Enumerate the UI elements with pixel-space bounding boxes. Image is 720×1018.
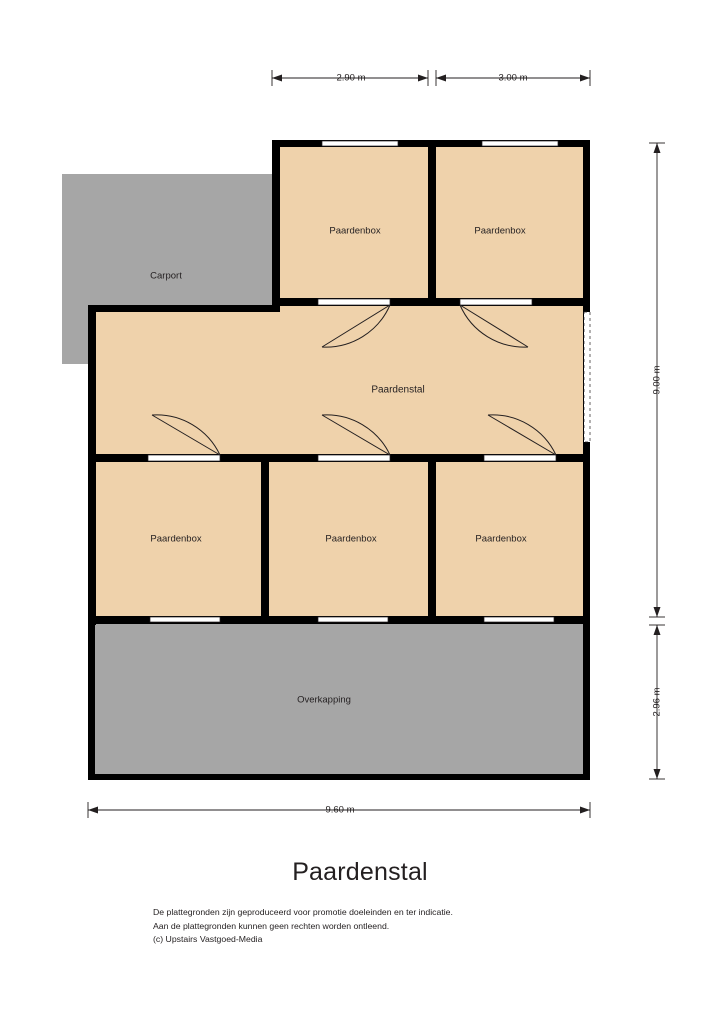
room-label-paardenbox-bottom-middle: Paardenbox	[325, 533, 377, 545]
page-title: Paardenstal	[292, 858, 428, 886]
dimension-label-top-left: 2.90 m	[336, 72, 366, 84]
wall-corridor-top-left	[88, 305, 280, 312]
wall-upper-left	[272, 140, 280, 312]
wall-overkapping-left	[88, 616, 95, 780]
room-label-paardenbox-bottom-left: Paardenbox	[150, 533, 202, 545]
room-label-overkapping: Overkapping	[297, 694, 351, 706]
paardenbox-top-left-fill	[272, 140, 432, 305]
window-bottom-left	[150, 617, 220, 622]
disclaimer-line-3: (c) Upstairs Vastgoed-Media	[153, 934, 263, 944]
sliding-door-right	[584, 312, 590, 442]
window-top-right	[482, 141, 558, 146]
room-label-paardenbox-top-left: Paardenbox	[329, 225, 381, 237]
room-label-carport: Carport	[150, 270, 182, 282]
room-label-paardenbox-bottom-right: Paardenbox	[475, 533, 527, 545]
disclaimer-line-1: De plattegronden zijn geproduceerd voor promotie doeleinden en ter indicatie.	[153, 907, 453, 917]
paardenbox-top-right-fill	[432, 140, 590, 305]
paardenstal-corridor-fill	[88, 305, 590, 460]
dimension-label-right-lower: 2.96 m	[651, 687, 663, 717]
wall-overkapping-bottom	[88, 774, 590, 780]
disclaimer-block	[153, 906, 453, 947]
window-bottom-right	[484, 617, 554, 622]
wall-bottom-divider-1	[261, 460, 269, 622]
disclaimer-line-2: Aan de plattegronden kunnen geen rechten worden ontleend.	[153, 920, 390, 931]
room-label-paardenbox-top-right: Paardenbox	[474, 225, 526, 237]
window-bottom-middle	[318, 617, 388, 622]
dimension-label-top-right: 3.00 m	[498, 72, 528, 84]
wall-left-lower	[88, 305, 96, 625]
dimension-label-bottom-total: 9.60 m	[325, 804, 355, 816]
wall-top-box-divider	[428, 140, 436, 305]
wall-bottom-divider-2	[428, 460, 436, 622]
window-top-left	[322, 141, 398, 146]
wall-overkapping-right	[583, 616, 590, 780]
room-label-paardenstal-corridor: Paardenstal	[371, 384, 425, 396]
dimension-label-right-upper: 9.00 m	[651, 365, 663, 395]
